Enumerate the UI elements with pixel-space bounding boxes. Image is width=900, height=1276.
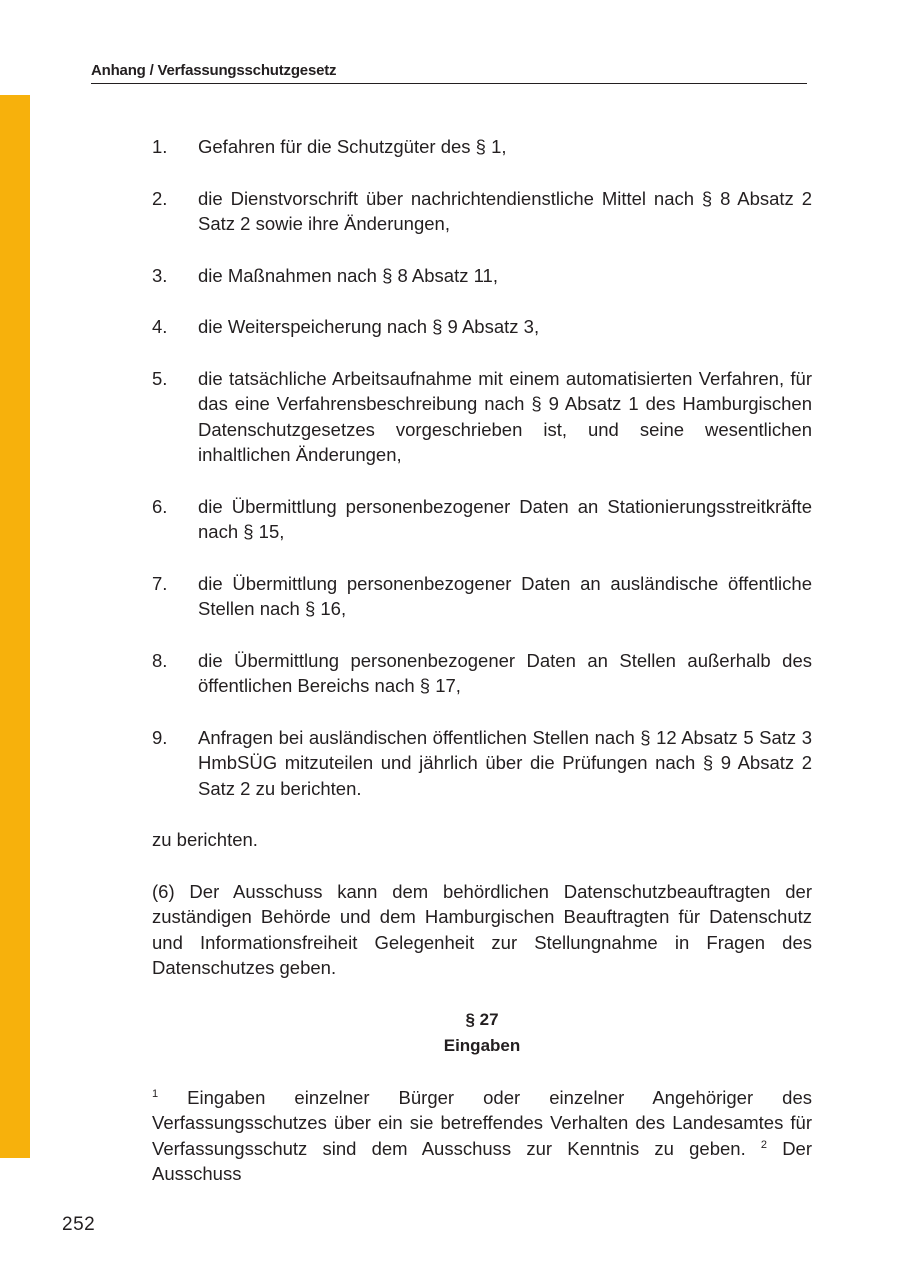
list-number: 4. bbox=[152, 316, 168, 337]
list-item bbox=[152, 725, 812, 802]
sentence-1: Eingaben einzelner Bürger oder einzelner Angehöriger des Verfassungsschutzes über ein sie betreffendes Verhalten des Landesamtes für Verfassungsschutz sind dem Ausschuss zur Kenntnis zu geben. bbox=[152, 1086, 812, 1159]
list-number: 1. bbox=[152, 136, 168, 157]
list-item bbox=[152, 134, 812, 160]
list-text: die Maßnahmen nach § 8 Absatz 11, bbox=[198, 264, 498, 286]
running-header: Anhang / Verfassungsschutzgesetz bbox=[91, 62, 807, 84]
list-item bbox=[152, 571, 812, 622]
sentence-2: Der Ausschuss bbox=[152, 1137, 813, 1184]
list-number: 5. bbox=[152, 367, 168, 389]
page-number: 252 bbox=[62, 1214, 96, 1235]
list-item bbox=[152, 648, 812, 699]
section-title: Eingaben bbox=[443, 1035, 521, 1055]
closing-text: zu berichten. bbox=[152, 829, 258, 850]
list-item bbox=[152, 263, 812, 289]
sentence-number-1: 1 bbox=[152, 1087, 159, 1100]
list-text: die Übermittlung personenbezogener Daten an Stellen außerhalb des öffentlichen Bereichs nach § 17, bbox=[198, 649, 812, 696]
list-item bbox=[152, 314, 812, 340]
list-number: 6. bbox=[152, 495, 168, 517]
section-paragraph bbox=[152, 1085, 812, 1187]
list-number: 3. bbox=[152, 264, 168, 286]
numbered-list bbox=[152, 134, 812, 801]
list-text: die Dienstvorschrift über nachrichtendienstliche Mittel nach § 8 Absatz 2 Satz 2 sowie ihre Änderungen, bbox=[198, 187, 812, 234]
paragraph-6: (6) Der Ausschuss kann dem behördlichen Datenschutzbeauftragten der zuständigen Behörde und dem Hamburgischen Beauftragten für Datenschutz und Informationsfreiheit Gelegenheit zur Stellungnahme in Fragen des Datenschutzes geben. bbox=[152, 880, 812, 978]
list-text: die Übermittlung personenbezogener Daten an Stationierungsstreitkräfte nach § 15, bbox=[198, 495, 812, 542]
section-heading bbox=[152, 1007, 812, 1059]
list-text: Gefahren für die Schutzgüter des § 1, bbox=[198, 136, 507, 157]
list-number: 7. bbox=[152, 572, 168, 594]
list-item bbox=[152, 494, 812, 545]
list-text: die tatsächliche Arbeitsaufnahme mit einem automatisierten Verfahren, für das eine Verfahrensbeschreibung nach § 9 Absatz 1 des Hamburgischen Datenschutzgesetzes vorgeschrieben ist, und seine wesentlichen inhaltlichen Änderungen, bbox=[198, 367, 812, 465]
list-text: Anfragen bei ausländischen öffentlichen Stellen nach § 12 Absatz 5 Satz 3 HmbSÜG mitzuteilen und jährlich über die Prüfungen nach § 9 Absatz 2 Satz 2 zu berichten. bbox=[198, 726, 812, 799]
list-number: 2. bbox=[152, 187, 168, 209]
list-item bbox=[152, 186, 812, 237]
section-number: § 27 bbox=[465, 1009, 499, 1029]
list-text: die Übermittlung personenbezogener Daten an ausländische öffentliche Stellen nach § 16, bbox=[198, 572, 812, 619]
list-item bbox=[152, 366, 812, 468]
list-text: die Weiterspeicherung nach § 9 Absatz 3, bbox=[198, 316, 540, 337]
sentence-number-2: 2 bbox=[760, 1138, 768, 1151]
page-content bbox=[152, 134, 812, 1213]
list-number: 9. bbox=[152, 726, 168, 748]
accent-side-bar bbox=[0, 95, 30, 1158]
list-number: 8. bbox=[152, 649, 168, 671]
